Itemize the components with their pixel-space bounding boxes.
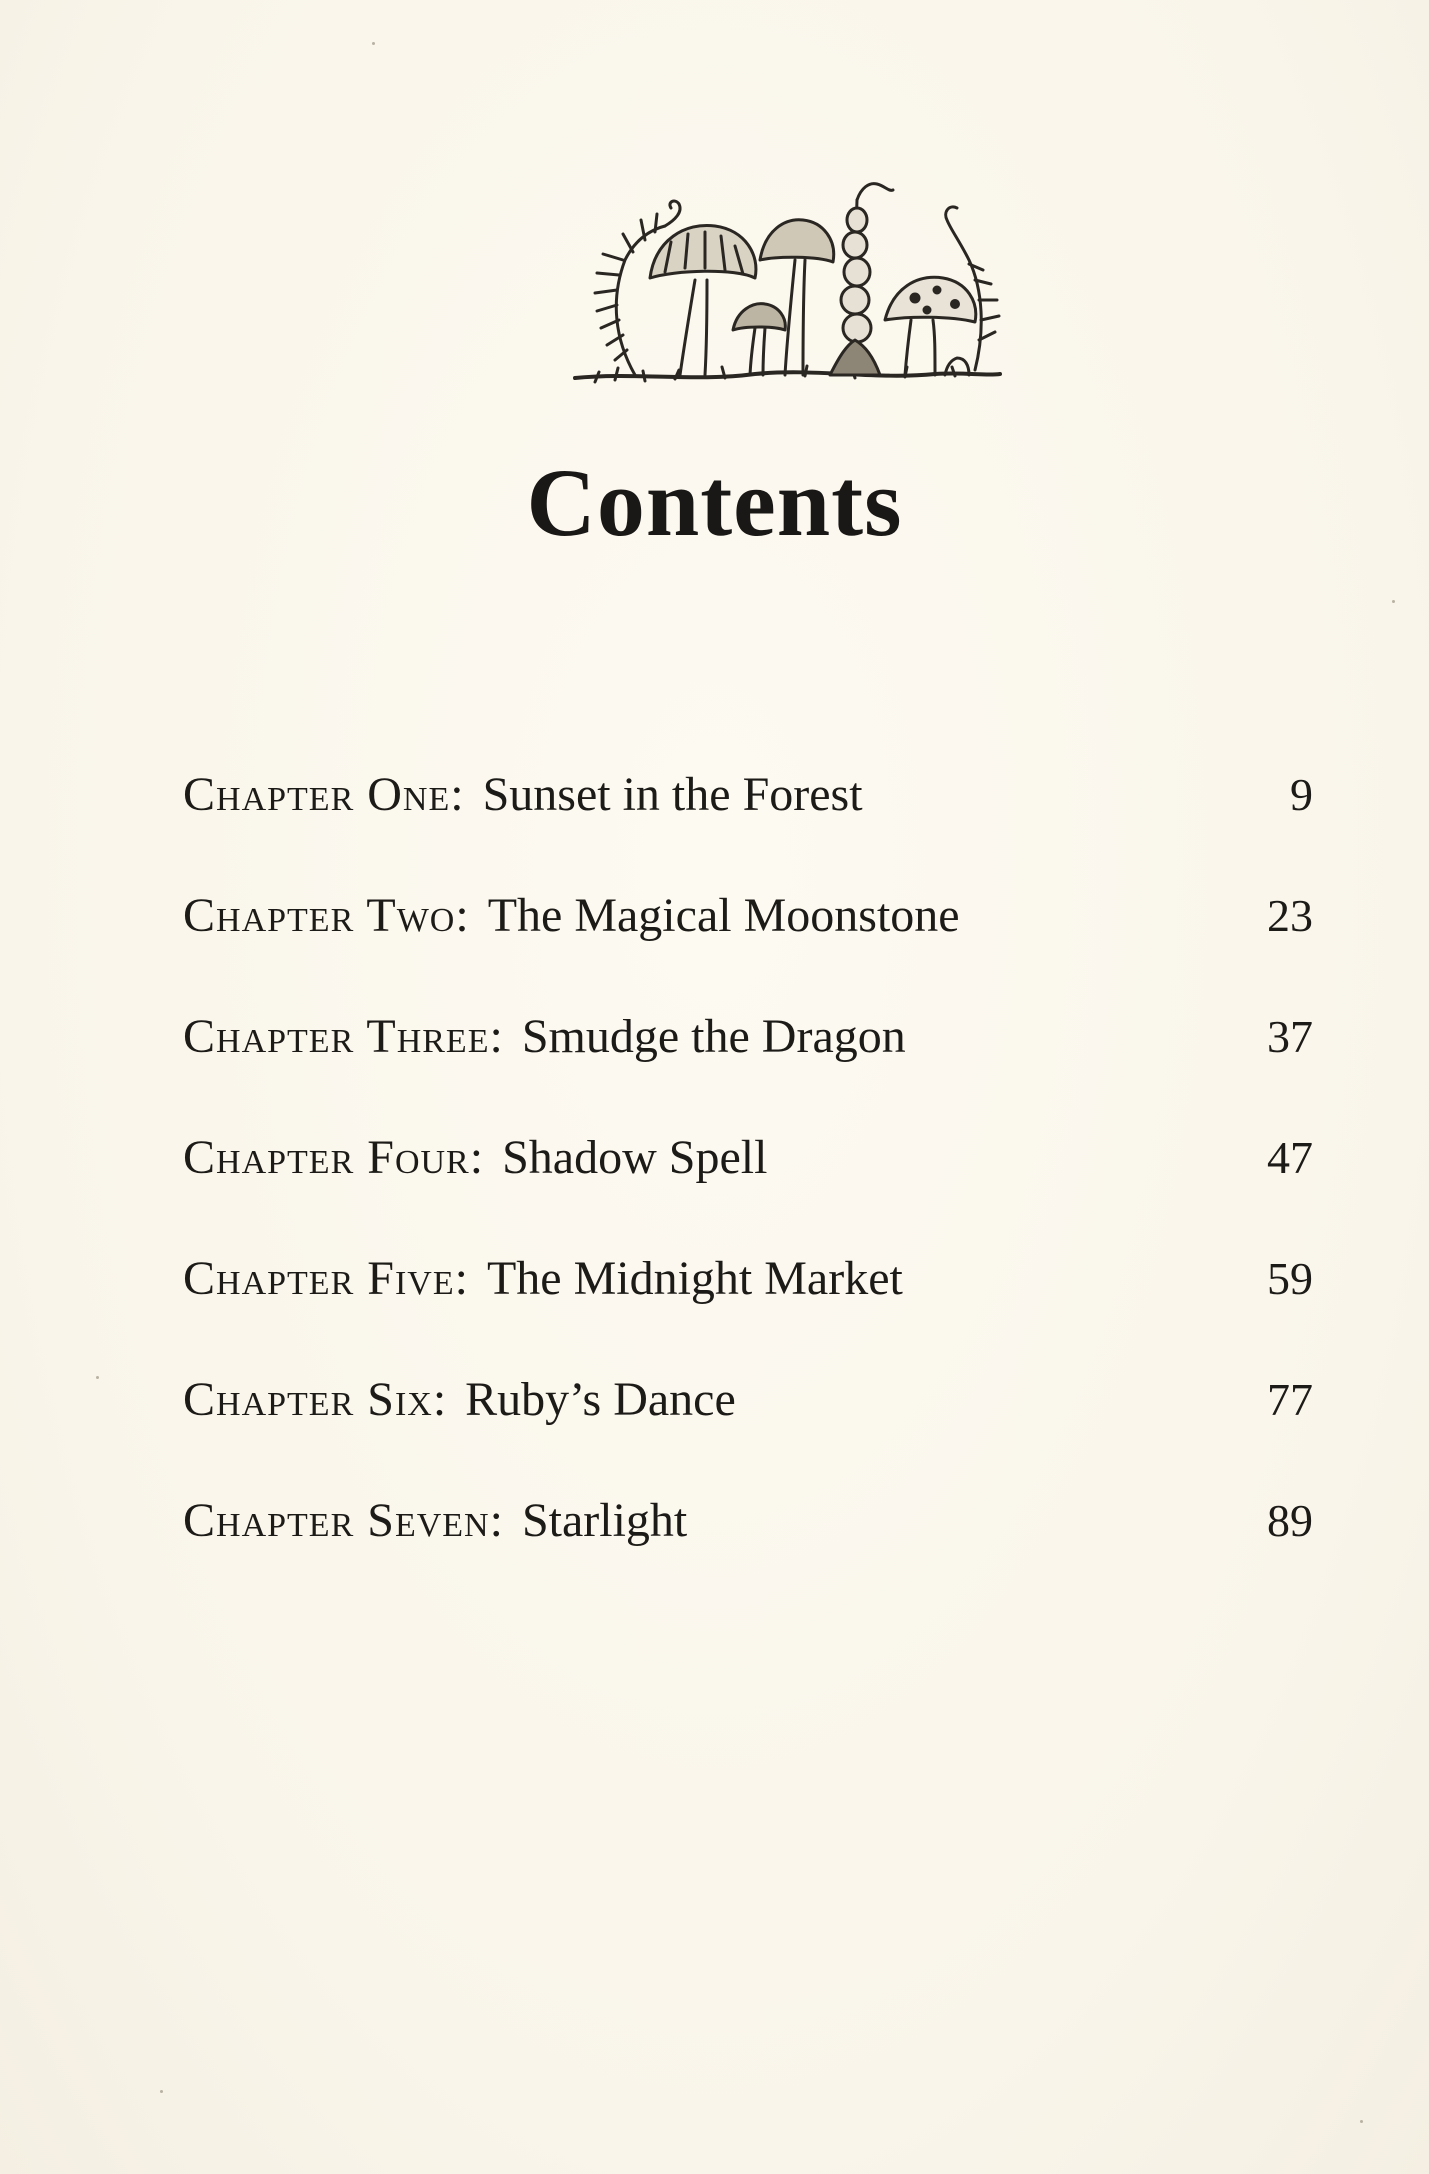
paper-speck xyxy=(160,2090,163,2093)
chapter-title: Ruby’s Dance xyxy=(465,1373,736,1426)
page-title xyxy=(0,448,1429,558)
chapter-title: Sunset in the Forest xyxy=(482,768,863,821)
toc-entry[interactable] xyxy=(183,1365,1313,1486)
toc-entry[interactable] xyxy=(183,881,1313,1002)
chapter-title: The Midnight Market xyxy=(486,1252,903,1305)
page-number: 37 xyxy=(1267,1011,1313,1062)
toc-entry[interactable] xyxy=(183,1244,1313,1365)
chapter-title: The Magical Moonstone xyxy=(487,889,960,942)
page-number: 89 xyxy=(1267,1495,1313,1546)
toc-entry[interactable] xyxy=(183,1486,1313,1607)
paper-speck xyxy=(96,1376,99,1379)
page-number: 9 xyxy=(1290,769,1313,820)
paper-speck xyxy=(1360,2120,1363,2123)
paper-speck xyxy=(1392,600,1395,603)
toc-entry[interactable] xyxy=(183,760,1313,881)
toc-entry[interactable] xyxy=(183,1123,1313,1244)
mushrooms-and-ferns-illustration xyxy=(555,160,1015,410)
chapter-title: Shadow Spell xyxy=(502,1131,768,1184)
page-number: 59 xyxy=(1267,1253,1313,1304)
toc-entry[interactable] xyxy=(183,1002,1313,1123)
chapter-label: Chapter Seven: xyxy=(183,1494,504,1547)
page-number: 47 xyxy=(1267,1132,1313,1183)
table-of-contents xyxy=(183,760,1313,1607)
chapter-label: Chapter Three: xyxy=(183,1010,504,1063)
chapter-title: Smudge the Dragon xyxy=(521,1010,906,1063)
page-number: 77 xyxy=(1267,1374,1313,1425)
chapter-label: Chapter Six: xyxy=(183,1373,448,1426)
chapter-label: Chapter Four: xyxy=(183,1131,485,1184)
chapter-label: Chapter Two: xyxy=(183,889,470,942)
chapter-label: Chapter Five: xyxy=(183,1252,469,1305)
paper-speck xyxy=(372,42,375,45)
page-number: 23 xyxy=(1267,890,1313,941)
chapter-label: Chapter One: xyxy=(183,768,465,821)
page-title-text: Contents xyxy=(526,449,903,556)
chapter-title: Starlight xyxy=(521,1494,688,1547)
